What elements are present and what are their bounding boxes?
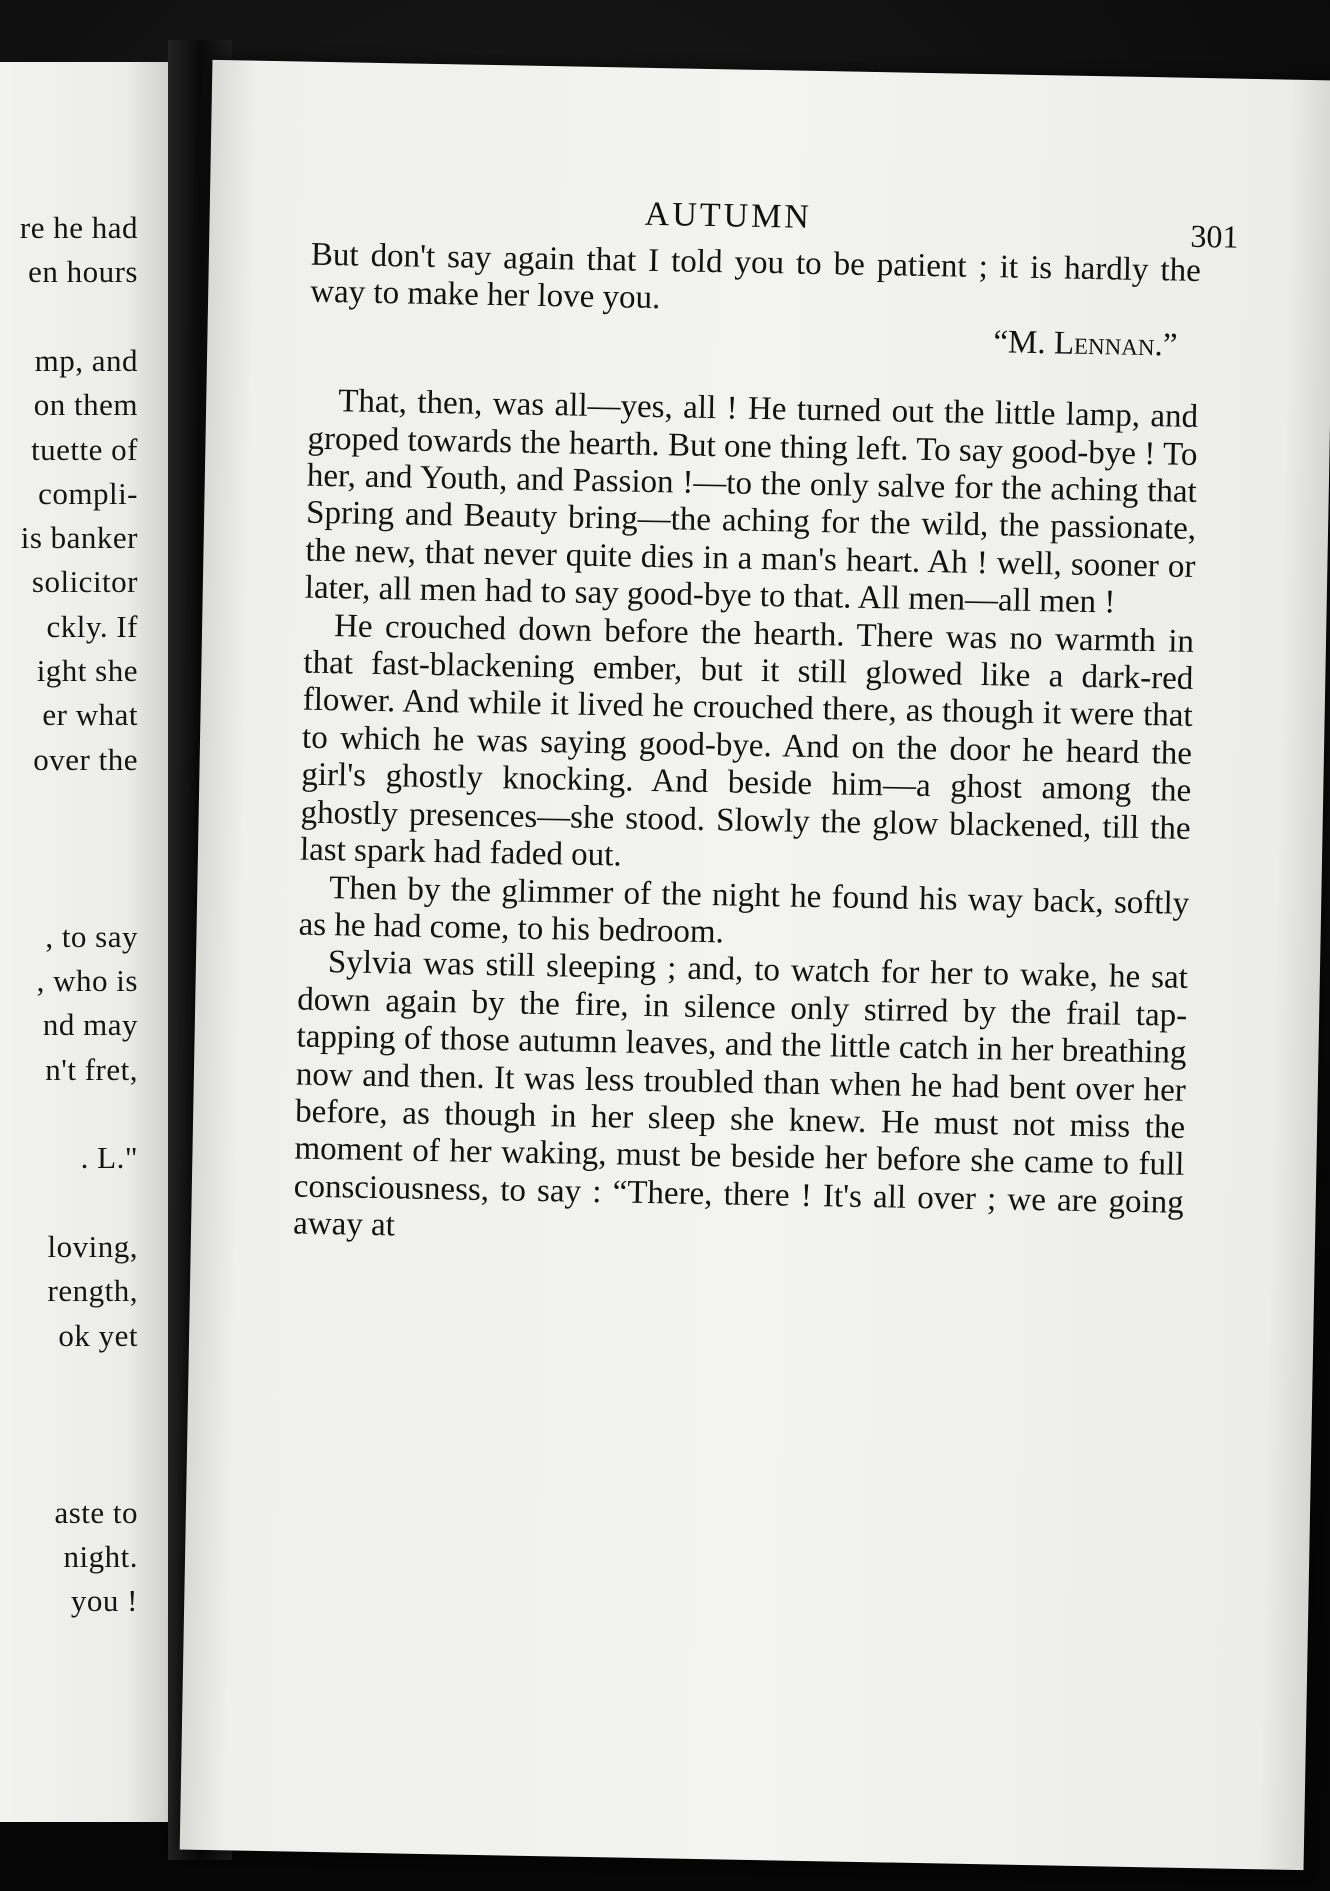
left-page-line: , who is xyxy=(36,963,138,999)
left-page-line: re he had xyxy=(19,210,138,245)
left-page-line: is banker xyxy=(20,520,138,556)
signature-name: Lennan. xyxy=(1053,325,1164,364)
left-page-line: en hours xyxy=(28,254,138,290)
left-page-line: ight she xyxy=(36,653,138,688)
left-page-line: ok yet xyxy=(58,1317,138,1353)
body-text xyxy=(293,237,1201,1260)
left-page-line: nd may xyxy=(42,1007,138,1043)
left-page-line: over the xyxy=(33,741,138,777)
left-facing-page xyxy=(0,62,168,1822)
signature-initial: M. xyxy=(1007,324,1055,362)
letter-closing-paragraph: But don't say again that I told you to be patient ; it is hardly the way to make her love you. xyxy=(309,236,1202,317)
left-page-line: night. xyxy=(63,1539,138,1574)
left-page-line: tuette of xyxy=(31,431,138,467)
left-page-line: solicitor xyxy=(31,564,138,600)
left-page-line: mp, and xyxy=(34,342,138,378)
left-page-line: aste to xyxy=(54,1494,138,1530)
right-page xyxy=(180,60,1330,1870)
left-page-line: , to say xyxy=(45,918,138,954)
left-page-line: you ! xyxy=(70,1583,138,1619)
left-page-line: rength, xyxy=(47,1273,138,1309)
signature-open-quote: “ xyxy=(993,324,1009,361)
paragraph: Sylvia was still sleeping ; and, to watch for her to wake, he sat down again by the fire, in silence only stirred by the frail tap-tapping of those autumn leaves, and the little catch in her breathing now and then. It was less troubled than when he had bent over her before, as though in her sleep she knew. He must not miss the moment of her waking, must be beside her before she came to full consciousness, to say : “There, there ! It's all over ; we are going away at xyxy=(292,944,1189,1244)
left-page-line: loving, xyxy=(47,1228,138,1264)
signature-close-quote: ” xyxy=(1162,327,1178,364)
left-page-line: . L." xyxy=(80,1140,138,1176)
running-head: AUTUMN xyxy=(644,195,813,236)
page-number: 301 xyxy=(1190,217,1239,255)
left-page-line: er what xyxy=(42,697,138,733)
left-page-line: on them xyxy=(33,387,138,423)
left-page-line: n't fret, xyxy=(45,1051,138,1087)
paragraph: That, then, was all—yes, all ! He turned out the little lamp, and groped towards the hearth. But one thing left. To say good-bye ! To her, and Youth, and Passion !—to the only salve for the aching that Spring and Beauty bring—the aching for the wild, the passionate, the new, that never quite dies in a man's heart. Ah ! well, sooner or later, all men had to say good-bye to that. All men—all men ! xyxy=(304,383,1199,621)
paragraph: He crouched down before the hearth. There was no warmth in that fast-blackening ember, but it still glowed like a dark-red flower. And while it lived he crouched there, as though it were that to which he was saying good-bye. And on the door he heard the girl's ghostly knocking. And beside him—a ghost among the ghostly presences—she stood. Slowly the glow blackened, till the last spark had faded out. xyxy=(299,607,1195,874)
left-page-line: compli- xyxy=(38,475,138,511)
left-page-line: ckly. If xyxy=(46,608,138,644)
paragraph: Then by the glimmer of the night he found his way back, softly as he had come, to his bedroom. xyxy=(298,869,1190,951)
